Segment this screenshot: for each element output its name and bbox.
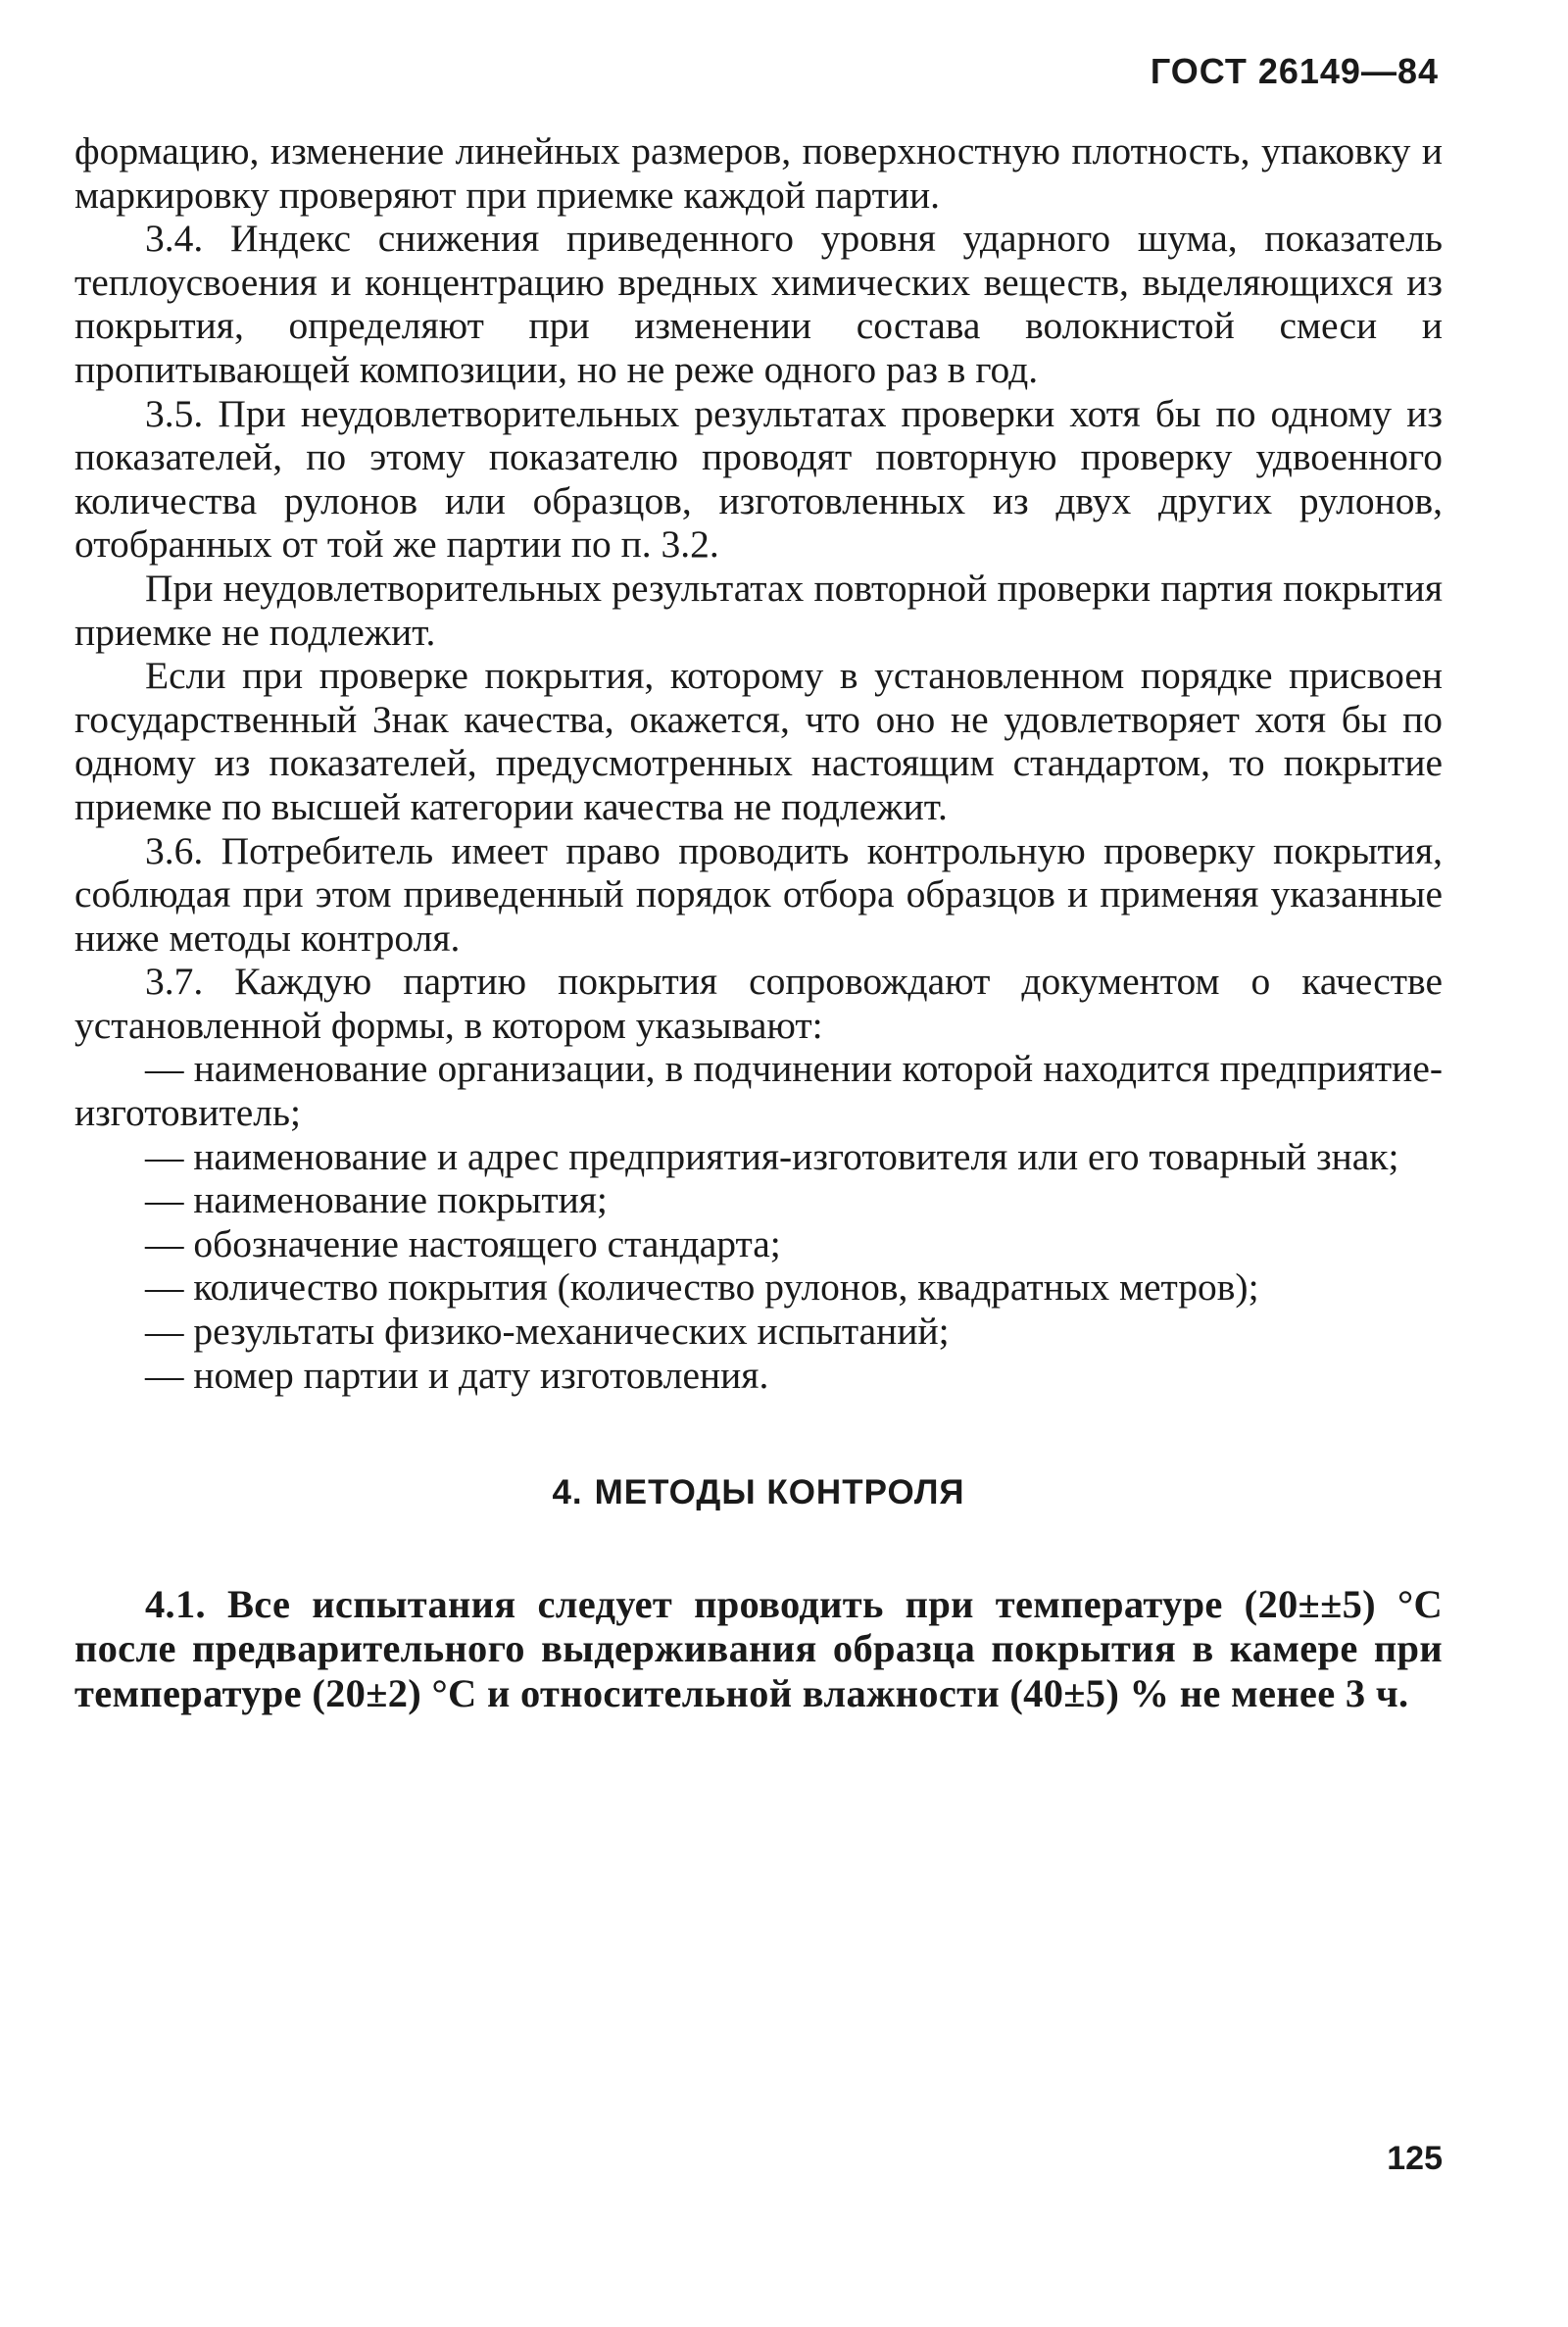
paragraph-4-1: 4.1. Все испытания следует проводить при температуре (20±±5) °С после предварительного выдерживания образца покрытия в камере при температуре (20±2) °С и относительной влажности (40±5) % не менее 3 ч.	[74, 1581, 1443, 1715]
paragraph-3-5-repeat-check: При неудовлетворительных результатах повторной проверки партия покрытия приемке не подлежит.	[74, 566, 1443, 654]
paragraph-3-6: 3.6. Потребитель имеет право проводить контрольную проверку покрытия, соблюдая при этом приведенный порядок отбора образцов и применяя указанные ниже методы контроля.	[74, 828, 1443, 960]
list-item: — результаты физико-механических испытаний;	[74, 1310, 1443, 1354]
list-item: — наименование и адрес предприятия-изготовителя или его товарный знак;	[74, 1135, 1443, 1179]
paragraph-continuation: формацию, изменение линейных размеров, поверхностную плотность, упаковку и маркировку проверяют при приемке каждой партии.	[74, 129, 1443, 217]
section-heading	[74, 1471, 1443, 1515]
list-item: — обозначение настоящего стандарта;	[74, 1222, 1443, 1266]
section-title: МЕТОДЫ КОНТРОЛЯ	[594, 1473, 965, 1512]
paragraph-3-5-quality-mark: Если при проверке покрытия, которому в установленном порядке присвоен государственный Знак качества, окажется, что оно не удовлетворяет хотя бы по одному из показателей, предусмотренных настоящим стандартом, то покрытие приемке по высшей категории качества не подлежит.	[74, 654, 1443, 828]
body-text	[74, 129, 1443, 1716]
page-number: 125	[1387, 2140, 1443, 2177]
document-requirements-list	[74, 1047, 1443, 1397]
list-item: — количество покрытия (количество рулонов, квадратных метров);	[74, 1265, 1443, 1310]
standard-header: ГОСТ 26149—84	[1150, 51, 1439, 91]
paragraph-3-7: 3.7. Каждую партию покрытия сопровождают документом о качестве установленной формы, в котором указывают:	[74, 960, 1443, 1047]
paragraph-3-5: 3.5. При неудовлетворительных результатах проверки хотя бы по одному из показателей, по этому показателю проводят повторную проверку удвоенного количества рулонов или образцов, изготовленных из двух других рулонов, отобранных от той же партии по п. 3.2.	[74, 391, 1443, 567]
list-item: — наименование организации, в подчинении которой находится предприятие-изготовитель;	[74, 1047, 1443, 1134]
list-item: — номер партии и дату изготовления.	[74, 1354, 1443, 1398]
paragraph-3-4: 3.4. Индекс снижения приведенного уровня ударного шума, показатель теплоусвоения и концентрацию вредных химических веществ, выделяющихся из покрытия, определяют при изменении состава волокнистой смеси и пропитывающей композиции, но не реже одного раз в год.	[74, 217, 1443, 391]
section-number: 4.	[552, 1473, 583, 1512]
list-item: — наименование покрытия;	[74, 1178, 1443, 1222]
